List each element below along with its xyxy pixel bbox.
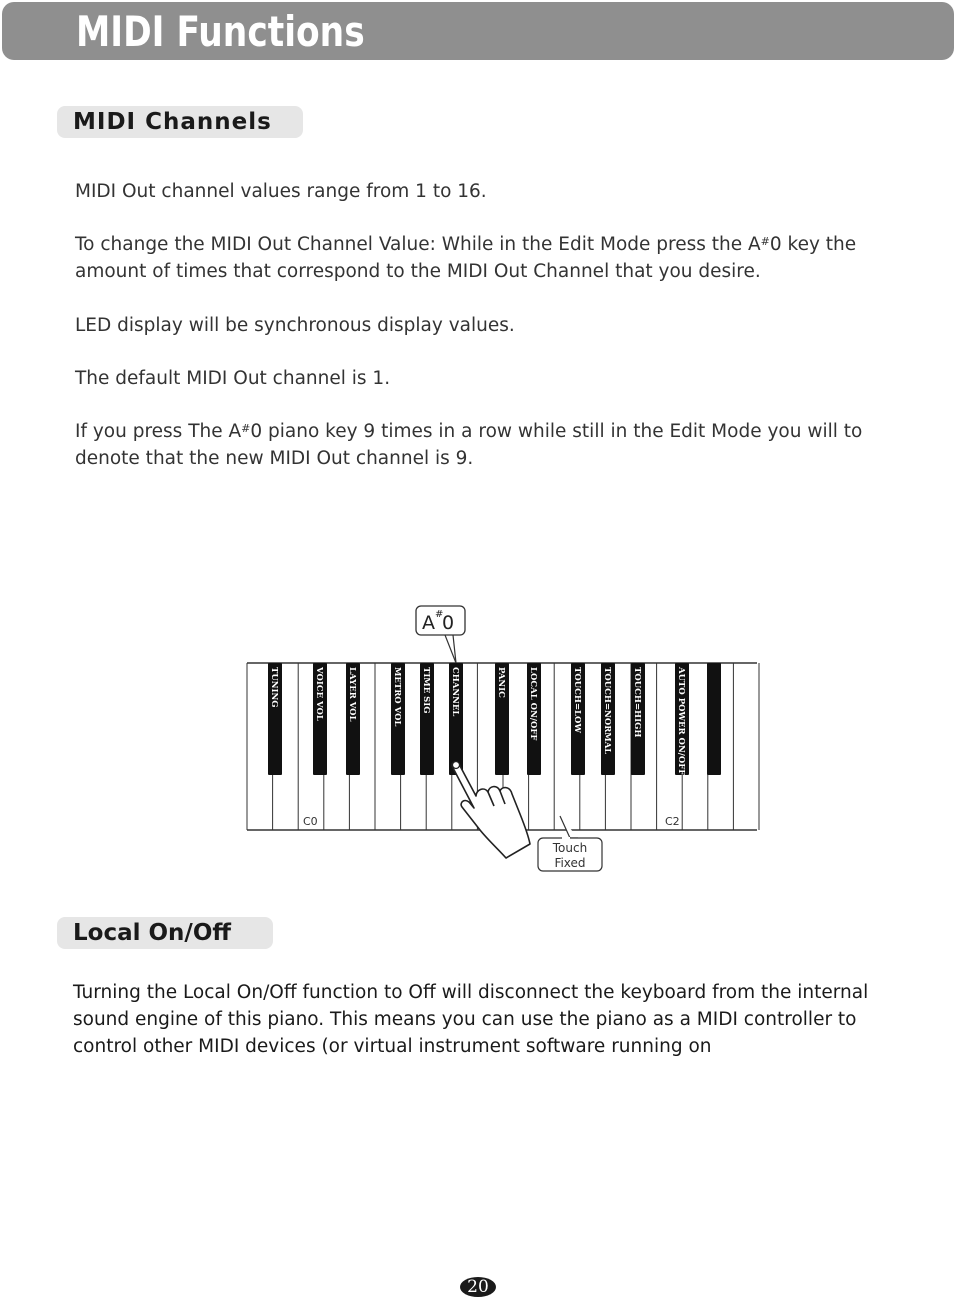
callout-sharp: # bbox=[435, 609, 444, 620]
paragraph-local-description: Turning the Local On/Off function to Off will disconnect the keyboard from the internal sound engine of this piano. This means you can use the piano as a MIDI controller to control other MIDI devices (or virtual instrument software running on bbox=[73, 982, 869, 1057]
black-key-label: TIME SIG bbox=[421, 667, 431, 714]
black-keys bbox=[268, 663, 721, 775]
black-key-label: PANIC bbox=[496, 667, 506, 698]
page-number: 20 bbox=[460, 1277, 496, 1297]
callout-key-letter: A bbox=[422, 612, 435, 634]
touch-label: Touch bbox=[552, 841, 588, 855]
black-key-label: TOUCH=LOW bbox=[572, 667, 582, 733]
fixed-label: Fixed bbox=[554, 856, 586, 870]
sharp-sign: # bbox=[241, 422, 251, 435]
octave-label-c0: C0 bbox=[303, 815, 318, 828]
black-key-label: LAYER VOL bbox=[347, 667, 357, 722]
keyboard-diagram bbox=[240, 600, 760, 875]
paragraph-default-channel: The default MIDI Out channel is 1. bbox=[75, 368, 391, 389]
key-callout bbox=[416, 606, 465, 663]
black-key-label: AUTO POWER ON/OFF bbox=[676, 667, 686, 776]
header-bar bbox=[2, 2, 954, 60]
octave-label-c2: C2 bbox=[665, 815, 680, 828]
text-segment: 0 key the amount of times that correspond to the MIDI Out Channel that you desire. bbox=[75, 234, 857, 282]
black-key-label: METRO VOL bbox=[392, 667, 402, 727]
text-segment: To change the MIDI Out Channel Value: While in the Edit Mode press the A bbox=[75, 234, 761, 255]
touch-fixed-callout bbox=[538, 816, 602, 871]
callout-octave: 0 bbox=[442, 612, 455, 634]
section-heading-midi-channels: MIDI Channels bbox=[57, 106, 303, 138]
section-heading-local-on-off: Local On/Off bbox=[57, 917, 273, 949]
paragraph-change-channel bbox=[75, 231, 915, 285]
black-key-label: CHANNEL bbox=[450, 667, 460, 717]
text-segment: 0 piano key 9 times in a row while still in the Edit Mode you will to denote that the new MIDI Out channel is 9. bbox=[75, 421, 863, 469]
paragraph-channel-range: MIDI Out channel values range from 1 to 16. bbox=[75, 181, 487, 202]
page-title: MIDI Functions bbox=[76, 7, 365, 56]
black-key-label: LOCAL ON/OFF bbox=[528, 667, 538, 741]
paragraph-led-display: LED display will be synchronous display values. bbox=[75, 315, 515, 336]
pointing-hand-icon bbox=[452, 762, 530, 859]
black-key-label: TUNING bbox=[269, 667, 279, 708]
black-key-label: VOICE VOL bbox=[314, 667, 324, 721]
text-segment: If you press The A bbox=[75, 421, 242, 442]
black-key-label: TOUCH=HIGH bbox=[632, 667, 642, 738]
black-key bbox=[707, 663, 721, 775]
black-key-label: TOUCH=NORMAL bbox=[602, 667, 612, 755]
sharp-sign: # bbox=[760, 235, 770, 248]
paragraph-example bbox=[75, 418, 915, 472]
